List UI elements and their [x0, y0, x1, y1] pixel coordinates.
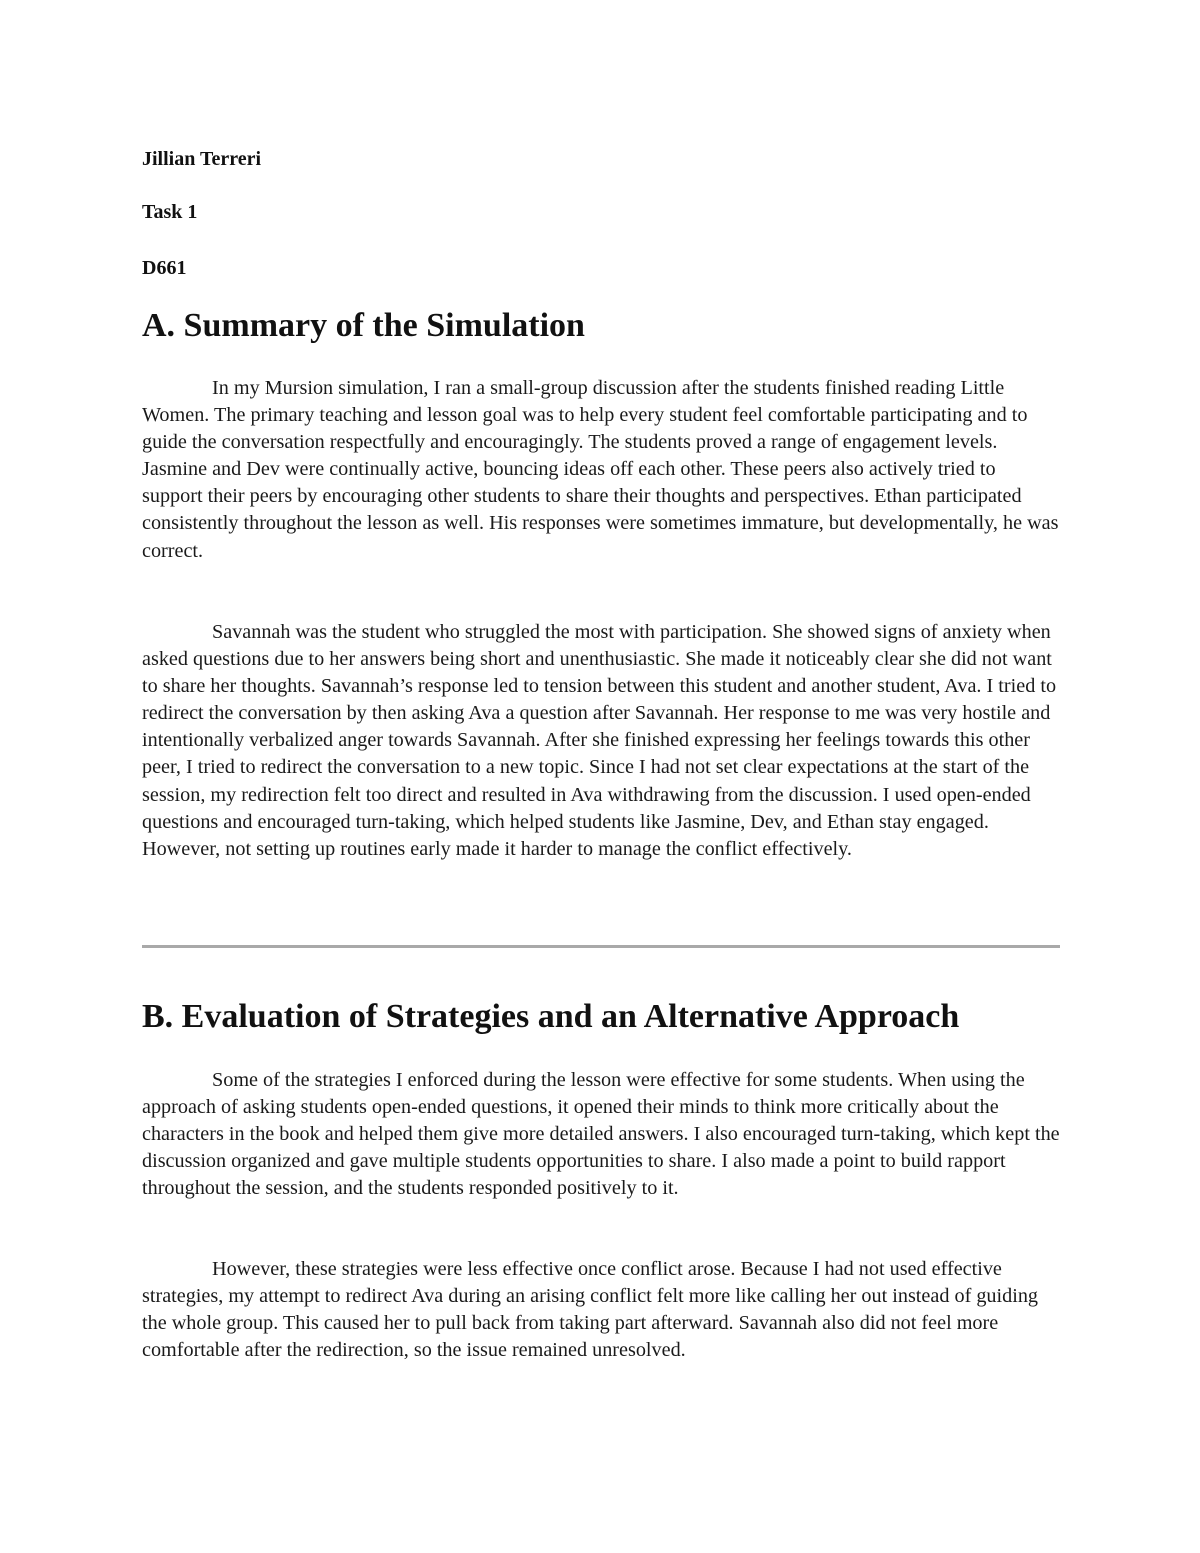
section-divider — [142, 945, 1060, 948]
course-code: D661 — [142, 257, 187, 279]
section-b-paragraph-2: However, these strategies were less effective once conflict arose. Because I had not used effective strategies, my attempt to redirect Ava during an arising conflict felt more like calling her out instead of guiding the whole group. This caused her to pull back from taking part afterward. Savannah also did not feel more comfortable after the redirection, so the issue remained unresolved. — [142, 1258, 1039, 1362]
section-a-paragraph-1: In my Mursion simulation, I ran a small-group discussion after the students finished reading Little Women. The primary teaching and lesson goal was to help every student feel comfortable participating and to guide the conversation respectfully and encouragingly. The students proved a range of engagement levels. Jasmine and Dev were continually active, bouncing ideas off each other. These peers also actively tried to support their peers by encouraging other students to share their thoughts and perspectives. Ethan participated consistently throughout the lesson as well. His responses were sometimes immature, but developmentally, he was correct. — [142, 377, 1059, 562]
section-a-paragraph-2: Savannah was the student who struggled the most with participation. She showed signs of anxiety when asked questions due to her answers being short and unenthusiastic. She made it noticeably clear she did not want to share her thoughts. Savannah’s response led to tension between this student and another student, Ava. I tried to redirect the conversation by then asking Ava a question after Savannah. Her response to me was very hostile and intentionally verbalized anger towards Savannah. After she finished expressing her feelings towards this other peer, I tried to redirect the conversation to a new topic. Since I had not set clear expectations at the start of the session, my redirection felt too direct and resulted in Ava withdrawing from the discussion. I used open-ended questions and encouraged turn-taking, which helped students like Jasmine, Dev, and Ethan stay engaged. However, not setting up routines early made it harder to manage the conflict effectively. — [142, 621, 1057, 860]
task-label: Task 1 — [142, 201, 198, 223]
section-b-heading: B. Evaluation of Strategies and an Alternative Approach — [142, 998, 960, 1035]
section-b-paragraph-1: Some of the strategies I enforced during the lesson were effective for some students. When using the approach of asking students open-ended questions, it opened their minds to think more critically about the characters in the book and helped them give more detailed answers. I also encouraged turn-taking, which kept the discussion organized and gave multiple students opportunities to share. I also made a point to build rapport throughout the session, and the students responded positively to it. — [142, 1069, 1060, 1200]
author-name: Jillian Terreri — [142, 148, 262, 170]
section-a-heading: A. Summary of the Simulation — [142, 307, 585, 344]
